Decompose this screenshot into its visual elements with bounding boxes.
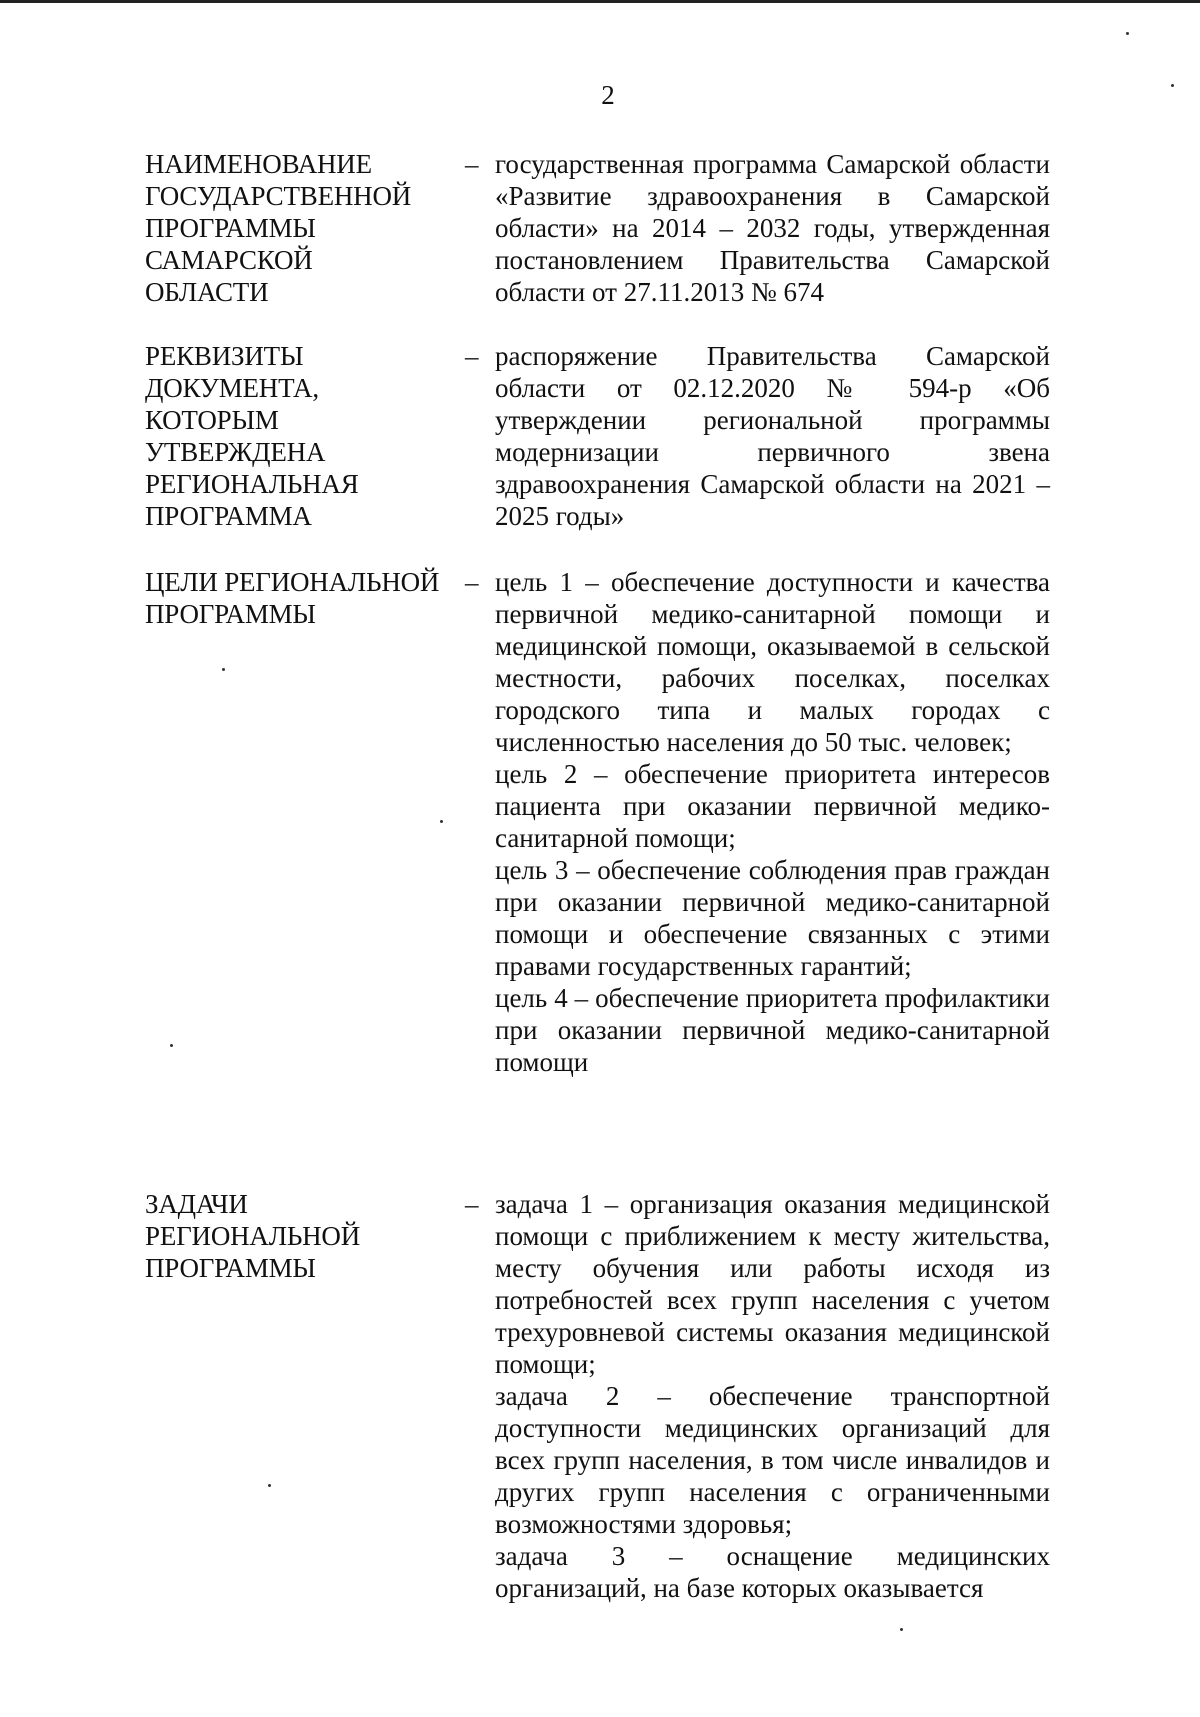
program-name-value: [495, 148, 1050, 308]
document-details-label: РЕКВИЗИТЫ ДОКУМЕНТА, КОТОРЫМ УТВЕРЖДЕНА РЕГИОНАЛЬНАЯ ПРОГРАММА: [145, 341, 359, 531]
row-dash: –: [465, 1189, 479, 1219]
scan-speck: [1171, 84, 1174, 87]
program-goals-value: [495, 566, 1050, 1078]
task-paragraph: задача 3 – оснащение медицинских организаций, на базе которых оказывается: [495, 1541, 1050, 1603]
row-dash: –: [465, 149, 479, 179]
page-top-edge: [0, 0, 1200, 3]
goal-paragraph: цель 2 – обеспечение приоритета интересов пациента при оказании первичной медико-санитарной помощи;: [495, 759, 1050, 853]
row-dash: –: [465, 567, 479, 597]
task-paragraph: задача 2 – обеспечение транспортной доступности медицинских организаций для всех групп населения, в том числе инвалидов и других групп населения с ограниченными возможностями здоровья;: [495, 1381, 1050, 1539]
scan-speck: [440, 820, 443, 823]
page-number: 2: [601, 80, 615, 110]
goal-paragraph: цель 3 – обеспечение соблюдения прав граждан при оказании первичной медико-санитарной помощи и обеспечение связанных с этими правами государственных гарантий;: [495, 855, 1050, 981]
value-paragraph: распоряжение Правительства Самарской области от 02.12.2020 № 594-р «Об утверждении региональной программы модернизации первичного звена здравоохранения Самарской области на 2021 – 2025 годы»: [495, 341, 1050, 531]
program-name-label: НАИМЕНОВАНИЕ ГОСУДАРСТВЕННОЙ ПРОГРАММЫ САМАРСКОЙ ОБЛАСТИ: [145, 149, 412, 307]
task-paragraph: задача 1 – организация оказания медицинской помощи с приближением к месту жительства, месту обучения или работы исходя из потребностей всех групп населения с учетом трехуровневой системы оказания медицинской помощи;: [495, 1189, 1050, 1379]
scan-speck: [170, 1044, 173, 1047]
scan-speck: [222, 668, 225, 671]
value-paragraph: государственная программа Самарской области «Развитие здравоохранения в Самарской области» на 2014 – 2032 годы, утвержденная постановлением Правительства Самарской области от 27.11.2013 № 674: [495, 149, 1050, 307]
goal-paragraph: цель 4 – обеспечение приоритета профилактики при оказании первичной медико-санитарной помощи: [495, 983, 1050, 1077]
scan-speck: [900, 1628, 903, 1631]
row-dash: –: [465, 341, 479, 371]
goal-paragraph: цель 1 – обеспечение доступности и качества первичной медико-санитарной помощи и медицинской помощи, оказываемой в сельской местности, рабочих поселках, поселках городского типа и малых городах с численностью населения до 50 тыс. человек;: [495, 567, 1050, 757]
document-details-value: [495, 340, 1050, 532]
scan-speck: [1126, 32, 1129, 35]
program-tasks-label: ЗАДАЧИ РЕГИОНАЛЬНОЙ ПРОГРАММЫ: [145, 1189, 361, 1283]
program-goals-label: ЦЕЛИ РЕГИОНАЛЬНОЙ ПРОГРАММЫ: [145, 567, 440, 629]
program-tasks-value: [495, 1188, 1050, 1604]
scan-speck: [268, 1484, 271, 1487]
